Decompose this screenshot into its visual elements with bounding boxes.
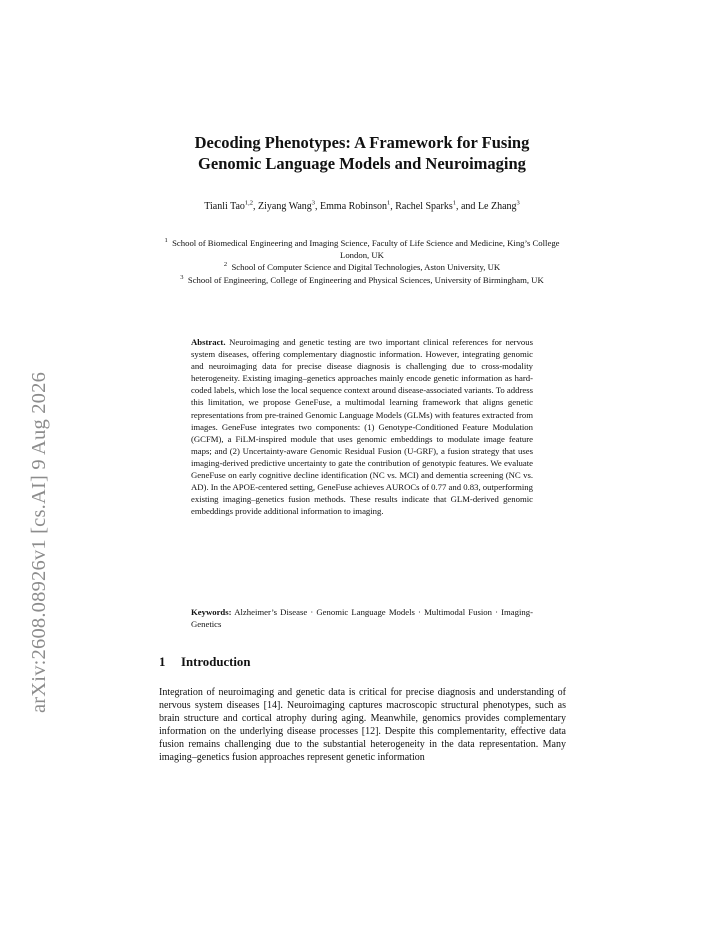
author-name: Le Zhang <box>477 201 517 212</box>
paper-title <box>120 132 604 174</box>
affiliation-item <box>150 274 574 286</box>
author-affiliation-mark: 3 <box>516 199 520 207</box>
abstract-label: Abstract. <box>191 337 226 347</box>
author-name: Emma Robinson <box>320 201 387 212</box>
affiliation-item <box>150 261 574 273</box>
author-affiliation-mark: 1,2 <box>244 199 254 207</box>
author-affiliation-mark: 1 <box>386 199 391 207</box>
affiliation-mark: 2 <box>223 261 228 269</box>
affiliation-mark: 3 <box>180 273 184 281</box>
author-affiliation-mark: 1 <box>452 199 456 207</box>
abstract <box>191 336 533 517</box>
author-name: Ziyang Wang <box>258 201 312 212</box>
author-separator: , and <box>455 201 478 212</box>
affiliation-text: School of Computer Science and Digital Technologies, Aston University, UK <box>231 262 501 273</box>
affiliation-mark: 1 <box>164 237 168 245</box>
affiliation-item <box>150 237 574 261</box>
author-separator: , <box>253 201 259 212</box>
affiliation-text: School of Biomedical Engineering and Imaging Science, Faculty of Life Science and Medicine, King’s College London, UK <box>172 238 560 261</box>
author-list <box>160 200 564 213</box>
keywords-list: Alzheimer’s Disease · Genomic Language Models · Multimodal Fusion · Imaging-Genetics <box>191 607 533 630</box>
abstract-body: Neuroimaging and genetic testing are two important clinical references for nervous system diseases, offering complementary diagnostic information. However, integrating genomic and neuroimaging data for precise disease diagnosis is challenging due to cross-modality heterogeneity. Existing imaging–genetics approaches mainly encode genetic information as hard-coded labels, which lose the local sequence context around disease-associated variants. To address this limitation, we propose GeneFuse, a multimodal learning framework that aligns genetic representations from pre-trained Genomic Language Models (GLMs) with features extracted from images. GeneFuse integrates two components: (1) Genotype-Conditioned Feature Modulation (GCFM), a FiLM-inspired module that uses genomic embeddings to modulate image feature maps; and (2) Uncertainty-aware Genomic Residual Fusion (U-GRF), a fusion strategy that uses imaging-derived predictive uncertainty to gate the contribution of genotypic features. We evaluate GeneFuse on early cognitive decline identification (NC vs. MCI) and dementia screening (NC vs. AD). In the APOE-centered setting, GeneFuse achieves AUROCs of 0.77 and 0.83, outperforming existing imaging–genetics fusion methods. These results indicate that GLM-derived genomic embeddings provide additional information to imaging. <box>191 337 533 517</box>
keywords-label: Keywords: <box>191 607 232 617</box>
author-affiliation-mark: 3 <box>311 199 316 207</box>
section-title: Introduction <box>181 655 251 669</box>
affiliation-list <box>150 237 574 286</box>
section-number: 1 <box>159 655 166 669</box>
paper-title-line-1: Decoding Phenotypes: A Framework for Fusing <box>194 133 530 152</box>
author-separator: , <box>390 201 396 212</box>
affiliation-text: School of Engineering, College of Engineering and Physical Sciences, University of Birmingham, UK <box>187 274 544 285</box>
author-separator: , <box>315 201 321 212</box>
author-name: Rachel Sparks <box>395 201 453 212</box>
author-name: Tianli Tao <box>204 201 245 212</box>
paper-title-line-2: Genomic Language Models and Neuroimaging <box>198 154 526 173</box>
keywords <box>191 606 533 630</box>
arxiv-identifier <box>20 344 60 740</box>
section-heading <box>159 655 250 670</box>
introduction-paragraph: Integration of neuroimaging and genetic data is critical for precise diagnosis and understanding of nervous system diseases [14]. Neuroimaging captures macroscopic structural phenotypes, such as brain structure and cortical atrophy during aging. Meanwhile, genomics provides complementary information on the underlying disease processes [12]. Despite this complementarity, effective data fusion remains challenging due to the substantial heterogeneity in the data representation. Many imaging–genetics fusion approaches represent genetic information <box>159 687 566 764</box>
arxiv-identifier-text: arXiv:2608.08926v1 [cs.AI] 9 Aug 2026 <box>28 371 51 713</box>
